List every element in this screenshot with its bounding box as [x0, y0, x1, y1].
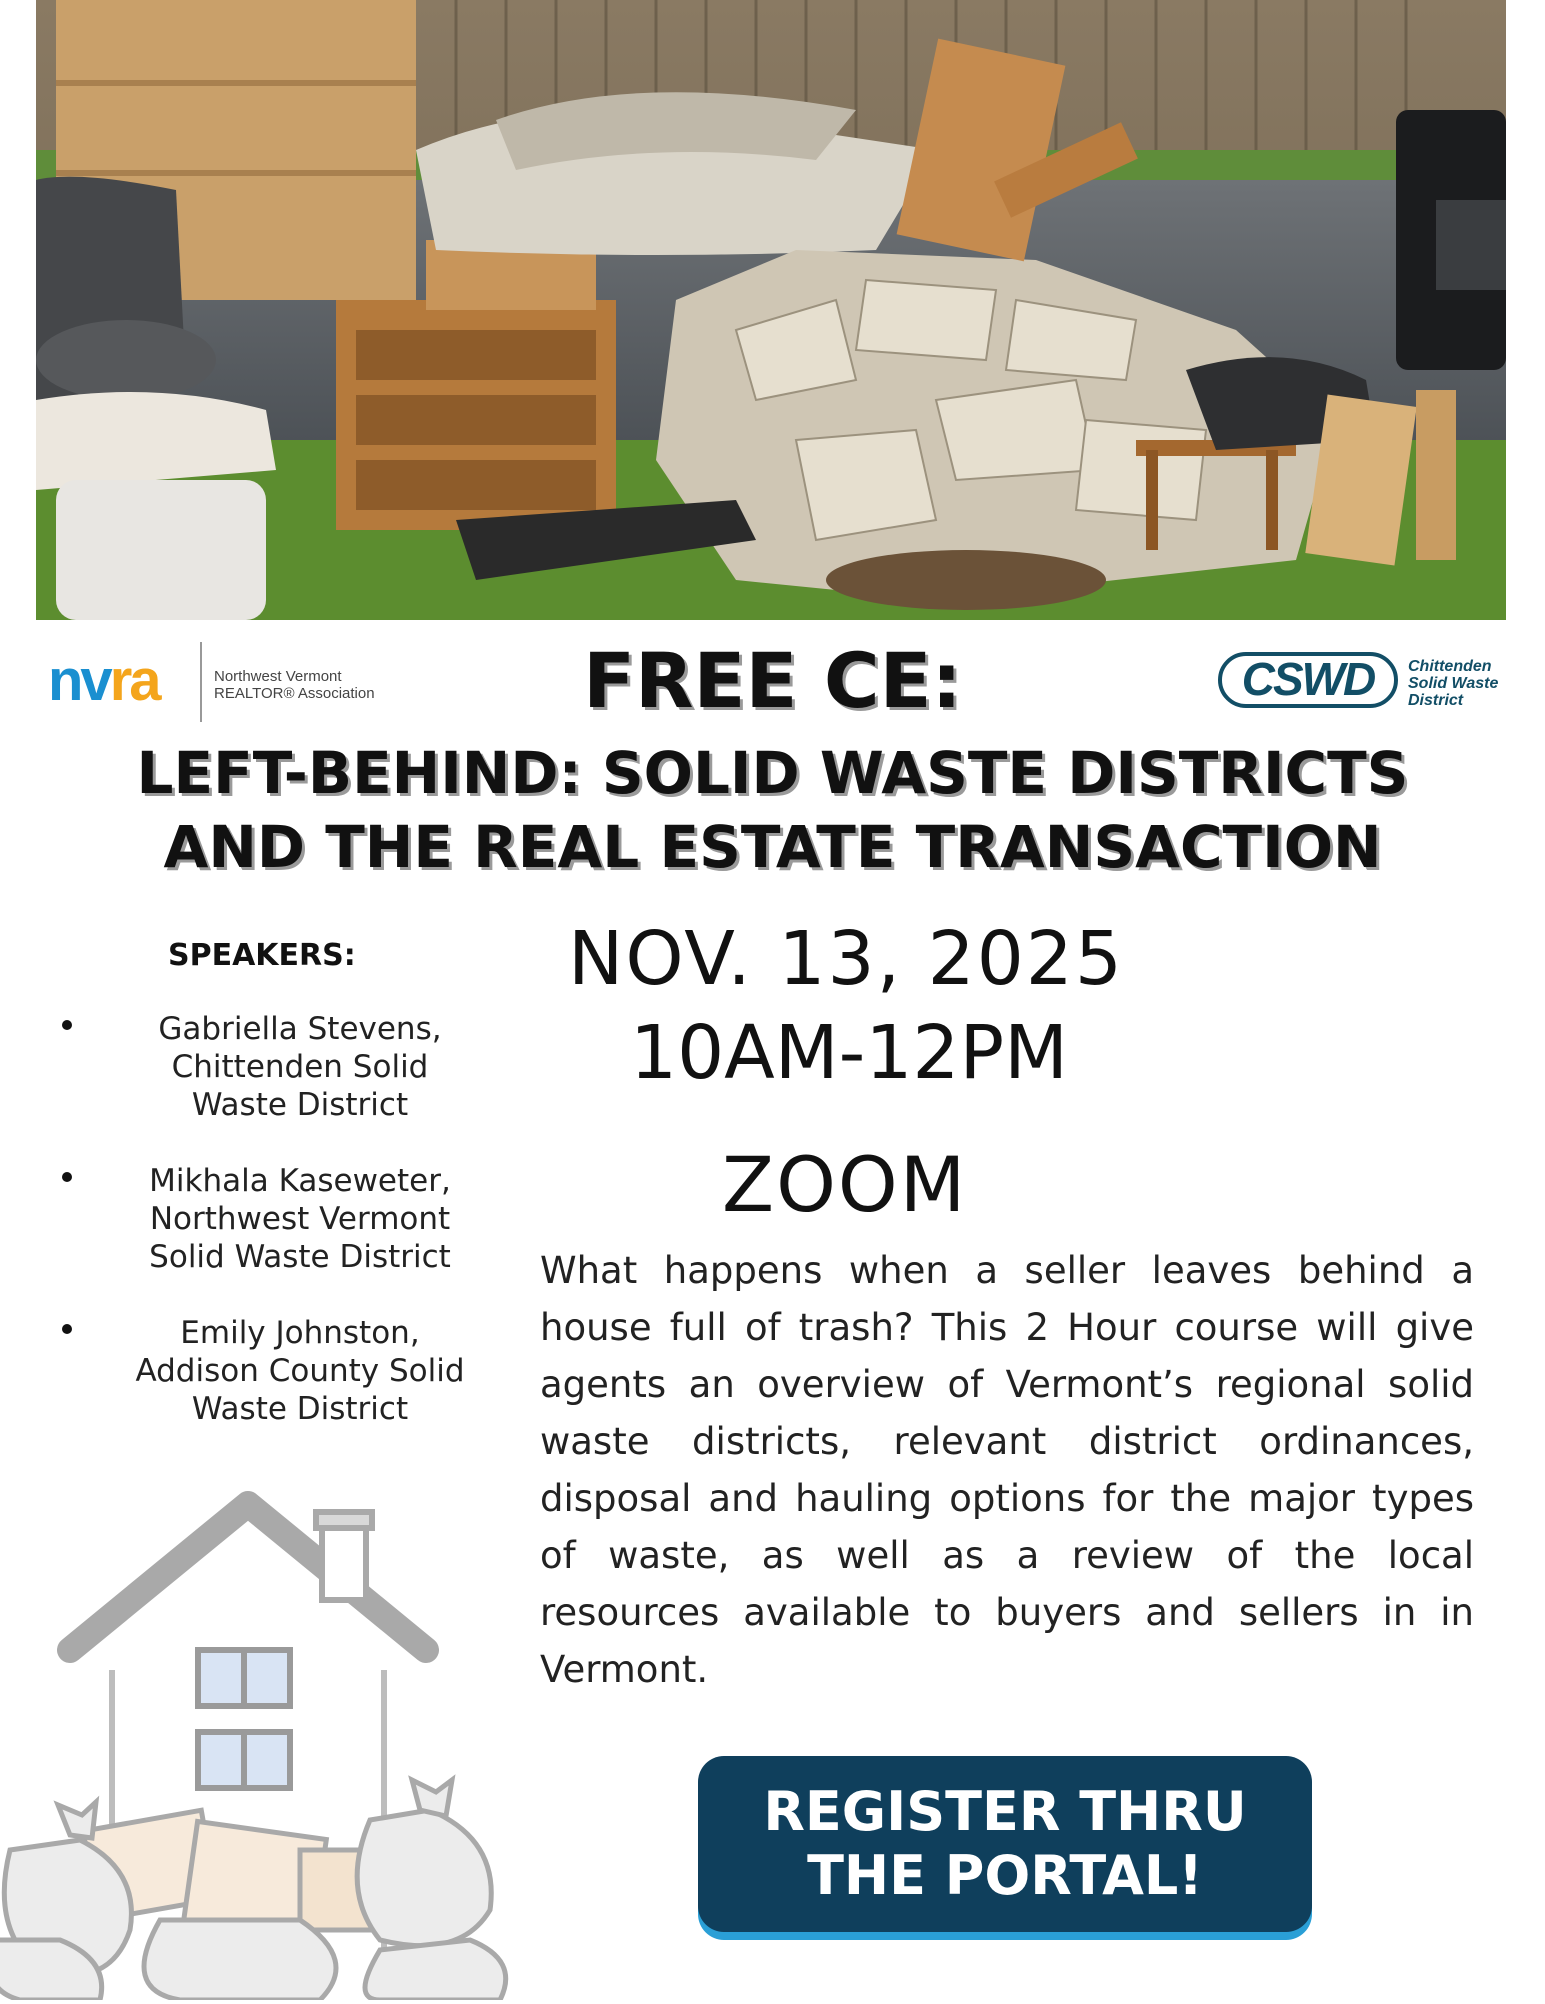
headline-free-ce: FREE CE: [583, 636, 962, 725]
speaker-name: Gabriella Stevens, [158, 1011, 442, 1047]
speaker-org-line-2: Waste District [191, 1391, 409, 1427]
bullet-icon [62, 1020, 72, 1030]
speaker-text [120, 1010, 480, 1124]
headline-course-title [0, 736, 1545, 884]
house-with-trash-bags-icon [0, 1490, 520, 2000]
svg-text:CSWD: CSWD [1241, 653, 1375, 705]
course-description: What happens when a seller leaves behind a house full of trash? This 2 Hour course will give agents an overview of Vermont’s regional solid waste districts, relevant district ordinances, disposal and hauling options for the major types of waste, as well as a review of the local resources available to buyers and sellers in in Vermont. [540, 1249, 1474, 1691]
bullet-icon [62, 1172, 72, 1182]
speaker-text [120, 1314, 480, 1428]
speaker-org-line-2: Waste District [191, 1087, 409, 1123]
register-button[interactable] [698, 1756, 1312, 1932]
speaker-name: Emily Johnston, [180, 1315, 420, 1351]
hero-photo [36, 0, 1506, 620]
headline-title-line-2: AND THE REAL ESTATE TRANSACTION [163, 813, 1382, 881]
house-trash-illustration [0, 1490, 520, 2000]
register-label-line-1: REGISTER THRU [763, 1780, 1247, 1843]
speaker-org-line-1: Chittenden Solid [171, 1049, 429, 1085]
nvra-name-line-1: Northwest Vermont [214, 668, 342, 685]
cswd-name-line-2: Solid Waste [1408, 675, 1499, 692]
bullet-icon [62, 1324, 72, 1334]
event-time: 10AM-12PM [630, 1010, 1068, 1096]
speaker-name: Mikhala Kaseweter, [149, 1163, 451, 1199]
speaker-org-line-2: Solid Waste District [149, 1239, 451, 1275]
nvra-name-line-2: REALTOR® Association [214, 685, 375, 702]
speakers-heading: SPEAKERS: [168, 938, 356, 973]
register-label-line-2: THE PORTAL! [807, 1844, 1203, 1907]
debris-pile-image [36, 0, 1506, 620]
speaker-text [120, 1162, 480, 1276]
cswd-name-line-3: District [1408, 692, 1464, 709]
event-location: ZOOM [722, 1140, 968, 1229]
speaker-org-line-1: Northwest Vermont [149, 1201, 451, 1237]
nvra-logo-mark: nvra [48, 648, 159, 713]
register-button-label [725, 1780, 1285, 1908]
speaker-org-line-1: Addison County Solid [135, 1353, 465, 1389]
event-date: NOV. 13, 2025 [568, 916, 1124, 1002]
cswd-name-line-1: Chittenden [1408, 658, 1492, 675]
headline-title-line-1: LEFT-BEHIND: SOLID WASTE DISTRICTS [136, 739, 1409, 807]
